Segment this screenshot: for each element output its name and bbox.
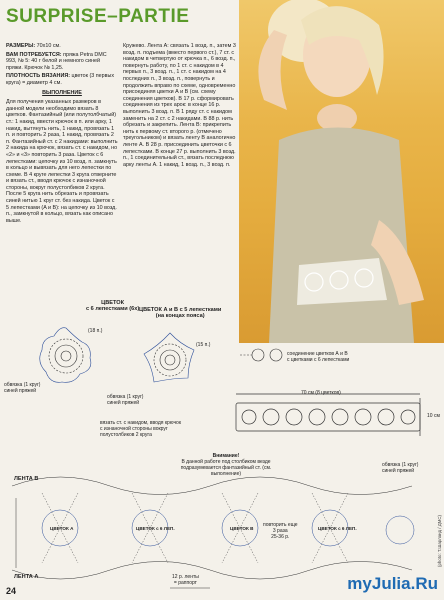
label-flower-6b: ЦВЕТОК с 6 ЛЕП. <box>318 526 357 531</box>
ribbon-b-label: ЛЕНТА В <box>14 476 39 482</box>
crochet-diagrams <box>0 298 444 600</box>
lace-column <box>123 43 236 170</box>
stitch-count-18: (18 п.) <box>88 328 103 334</box>
brand-watermark: myJulia.Ru <box>347 574 438 593</box>
flower6-diagram <box>40 328 91 383</box>
model-photo <box>239 0 444 343</box>
belt-schematic <box>236 394 420 436</box>
spec-size: РАЗМЕРЫ: 70x10 см. <box>6 43 61 49</box>
height-label: 10 см <box>427 413 440 419</box>
flower-labels <box>50 526 357 531</box>
repeat-note: повторить еще 3 раза 25-36 р. <box>263 522 298 540</box>
materials-column <box>6 43 118 226</box>
diagram-drawing <box>0 298 444 600</box>
label-flower-6: ЦВЕТОК с 6 ЛЕП. <box>136 526 175 531</box>
page-title: SURPRISE–PARTIE <box>6 6 190 27</box>
flower5-diagram <box>144 333 194 382</box>
label-flower-a: ЦВЕТОК А <box>50 526 74 531</box>
page-number: 24 <box>6 586 17 596</box>
section-heading: ВЫПОЛНЕНИЕ <box>42 89 82 96</box>
connection-note: соединение цветков А и В с цветками с 6 лепестками <box>287 351 350 363</box>
attention-title: Внимание! <box>212 453 240 459</box>
spec-materials: ВАМ ПОТРЕБУЕТСЯ: пряжа Petra DMC 993, № 5: 40 г белой и немного синей пряжи. Крючок № 1,25. <box>6 51 107 71</box>
ribbon-a-label: ЛЕНТА А <box>14 574 39 580</box>
attention-box <box>180 453 272 477</box>
edging-note-2: обвязка (1 круг) синей пряжей <box>107 394 144 406</box>
attention-body: В данной работе под столбиком везде подразумевается фантазийный ст. (см. выполнение) <box>180 459 272 477</box>
edging-note-3: обвязка (1 круг) синей пряжей <box>382 462 419 474</box>
label-flower-b: ЦВЕТОК В <box>230 526 254 531</box>
edging-note-1: обвязка (1 круг) синей пряжей <box>4 382 41 394</box>
connection-diagram <box>240 349 282 361</box>
lace-text: Кружево. Лента А: связать 1 возд. п., затем 3 возд. п. подъема (вместо первого ст.), 7 ст. с накидом в четвертую от крючка п., 6 возд. п., повернуть работу, по 1 ст. с накидом в 4 первых п., 3 возд. п., 1 ст. с накидом на 4 последних п., 3 возд. п., повернуть и продолжить вправо по схеме, одновременно присоединяя цветки А и В (см. схему соединения цветков). В 17 р. сформировать соединения из трех арок: в конце 16 р. выполнить 3 возд. п. В 1 ряду ст. с накидом заменить на 2 ст. с 2 накидами. В 88 р. нить обрезать и закрепить. Лента В: прикрепить нить к первому ст. второго р. (отмечено треугольником) и вязать ленту В аналогично ленте А. В 28 р. присоединить цветочки с 6 лепестками. В конце 27 р. выполнить 3 возд. п., 1 соединительный ст., вязать последнюю арку ленты А. 1 накид, 1 возд. п., 3 возд. п. <box>123 43 236 168</box>
instructions-text: Для получения указанных размеров в данной модели необходимо вязать 8 цветков. Фантазийный (или полутолбчатый) ст.: 1 накид, ввести крючок в п. или арку, 1 накид, вытянуть нить, 1 накид, провязать 1 п. и повторить 2 раза, 1 накид, провязать 2 п. Фантазийный ст. с 2 накидами: выполнить 2 накида на крючок, вязать ст. с накидом, но «2» и «3» повторить 3 раза. Цветок с 6 лепестками: цепочку из 10 возд. п. замкнуть в кольцо и вывязать для него лепестки по схеме. В 4 круге лепестки 3 круга отверните и вязать ст., вводя крючок с изнаночной стороны, вокруг полустолбиков 2 круга. После 5 круга нить обрезать и провязать синей нитью 1 круг ст. без накида. Цветок с 5 лепестками (A и B): на цепочку из 10 возд. п., замкнутой в кольцо, вязать как описано выше. <box>6 99 118 224</box>
side-credit: (photo: Т.Шарланд / ДМС) <box>437 515 442 567</box>
stitch-count-15: (15 п.) <box>196 342 211 348</box>
lace-ribbon-diagram <box>12 477 414 588</box>
spec-gauge: ПЛОТНОСТЬ ВЯЗАНИЯ: цветок (3 первых круга) = диаметр 4 см. <box>6 73 115 86</box>
flower6-title: ЦВЕТОК с 6 лепестками (6х) <box>86 300 140 312</box>
model-photo-illustration <box>239 0 444 343</box>
flower5-title: ЦВЕТОК А и В с 5 лепестками (на концах пояса) <box>139 307 222 319</box>
knit-note: вязать ст. с накидом, вводя крючок с изнаночной стороны вокруг полустолбиков 2 круга <box>100 420 182 438</box>
rapport-note: 12 р. ленты = раппорт <box>172 574 199 586</box>
width-label: 70 см (8 цветков) <box>301 390 341 396</box>
